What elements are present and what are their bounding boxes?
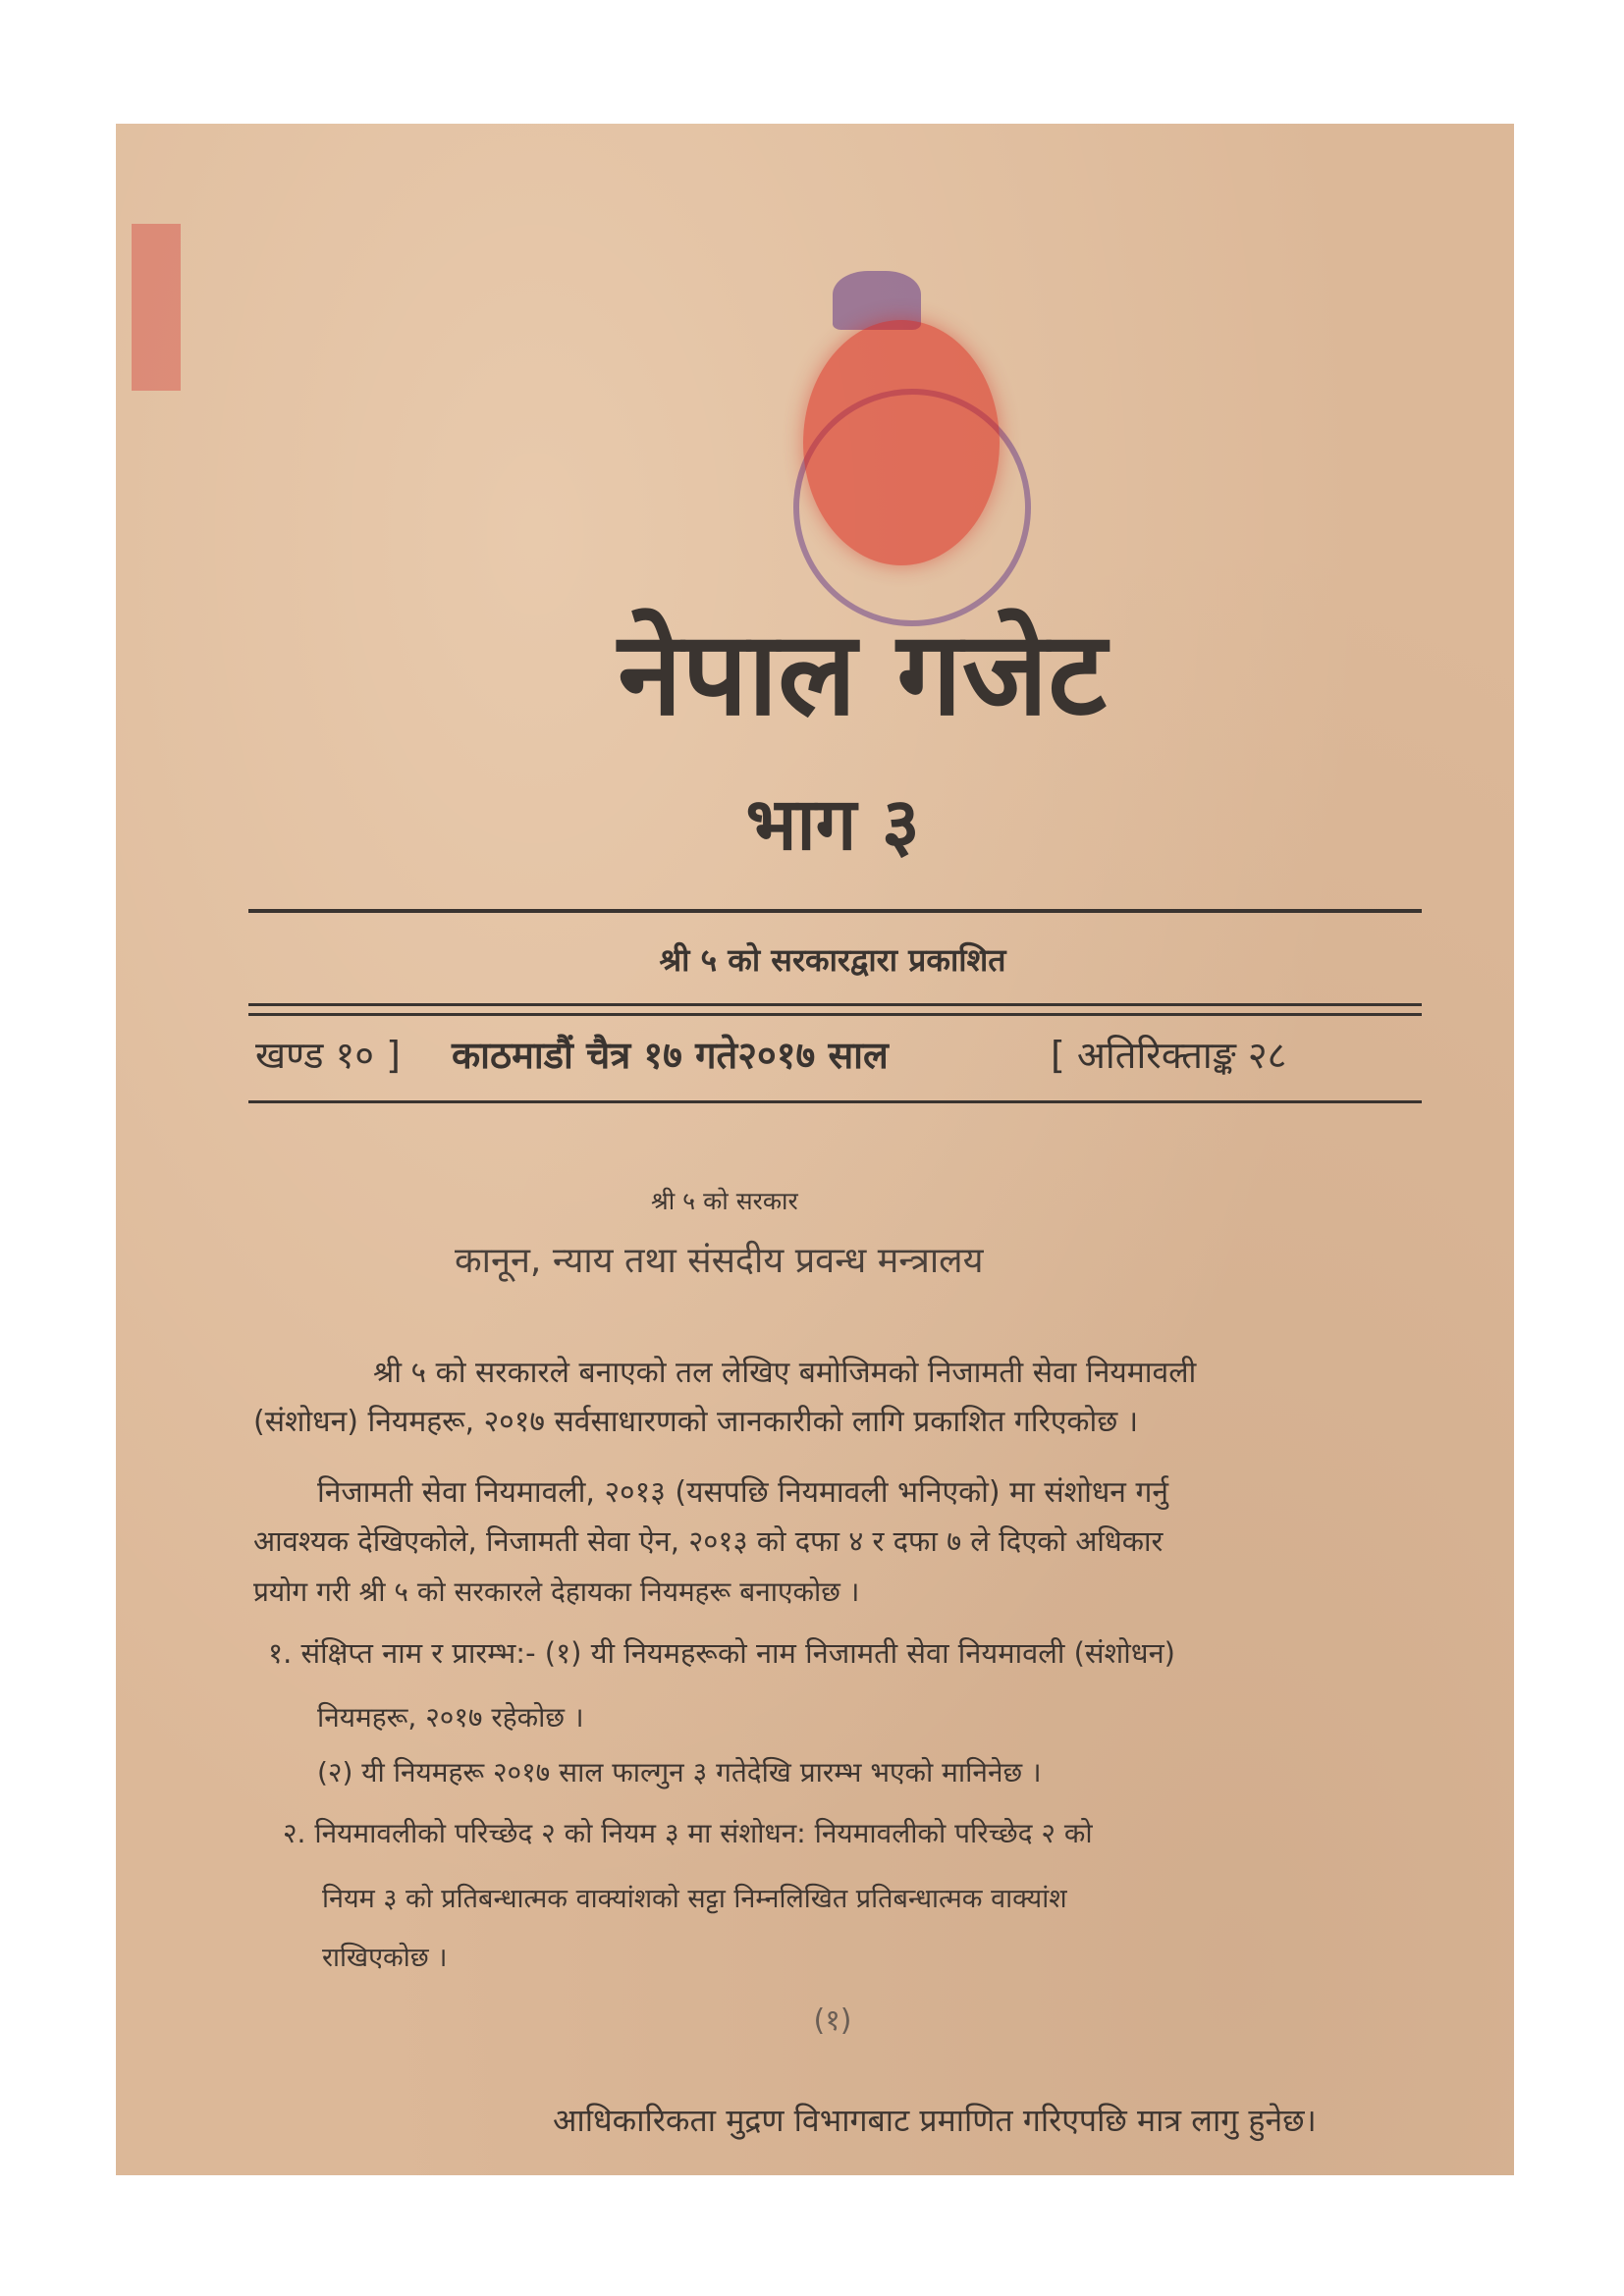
notice-line: आवश्यक देखिएकोले, निजामती सेवा ऐन, २०१३ को दफा ४ र दफा ७ ले दिएको अधिकार xyxy=(253,1524,1164,1558)
gazette-title: नेपाल गजेट xyxy=(618,606,1107,741)
red-royal-seal xyxy=(803,320,1000,565)
ministry-heading: कानून, न्याय तथा संसदीय प्रवन्ध मन्त्रालय xyxy=(455,1241,984,1281)
notice-line: राखिएकोछ । xyxy=(322,1943,448,1973)
header-rule-mid-2 xyxy=(248,1013,1422,1016)
section-heading: १. संक्षिप्त नाम र प्रारम्भ:- (१) यी नियमहरूको नाम निजामती सेवा नियमावली (संशोधन) xyxy=(268,1636,1175,1670)
notice-line: (२) यी नियमहरू २०१७ साल फाल्गुन ३ गतेदेखि प्रारम्भ भएको मानिनेछ । xyxy=(317,1756,1042,1789)
authenticity-footer: आधिकारिकता मुद्रण विभागबाट प्रमाणित गरिएपछि मात्र लागु हुनेछ। xyxy=(553,2102,1317,2139)
section-heading: २. नियमावलीको परिच्छेद २ को नियम ३ मा संशोधन: नियमावलीको परिच्छेद २ को xyxy=(283,1817,1093,1849)
volume-number: खण्ड १० ] xyxy=(255,1034,401,1077)
gazette-part: भाग ३ xyxy=(745,782,920,867)
red-side-stamp xyxy=(132,224,181,391)
extra-issue-number: [ अतिरिक्ताङ्क २८ xyxy=(1051,1034,1287,1077)
publisher-line: श्री ५ को सरकारद्वारा प्रकाशित xyxy=(659,941,1006,979)
notice-line: (संशोधन) नियमहरू, २०१७ सर्वसाधारणको जानकारीको लागि प्रकाशित गरिएकोछ । xyxy=(253,1405,1139,1439)
gazette-page xyxy=(116,124,1514,2175)
header-rule-top xyxy=(248,909,1422,913)
page-number: (१) xyxy=(813,2003,852,2038)
notice-line: नियमहरू, २०१७ रहेकोछ । xyxy=(317,1701,584,1734)
notice-line: श्री ५ को सरकारले बनाएको तल लेखिए बमोजिमको निजामती सेवा नियमावली xyxy=(373,1356,1197,1390)
header-rule-bottom xyxy=(248,1100,1422,1103)
header-rule-mid-1 xyxy=(248,1003,1422,1006)
issue-line xyxy=(255,1029,1453,1088)
place-date: काठमाडौं चैत्र १७ गते२०१७ साल xyxy=(452,1034,889,1077)
notice-line: निजामती सेवा नियमावली, २०१३ (यसपछि नियमावली भनिएको) मा संशोधन गर्नु xyxy=(317,1475,1169,1510)
notice-line: नियम ३ को प्रतिबन्धात्मक वाक्यांशको सट्टा निम्नलिखित प्रतिबन्धात्मक वाक्यांश xyxy=(322,1884,1067,1914)
government-heading: श्री ५ को सरकार xyxy=(651,1187,798,1215)
notice-line: प्रयोग गरी श्री ५ को सरकारले देहायका नियमहरू बनाएकोछ । xyxy=(253,1575,860,1608)
